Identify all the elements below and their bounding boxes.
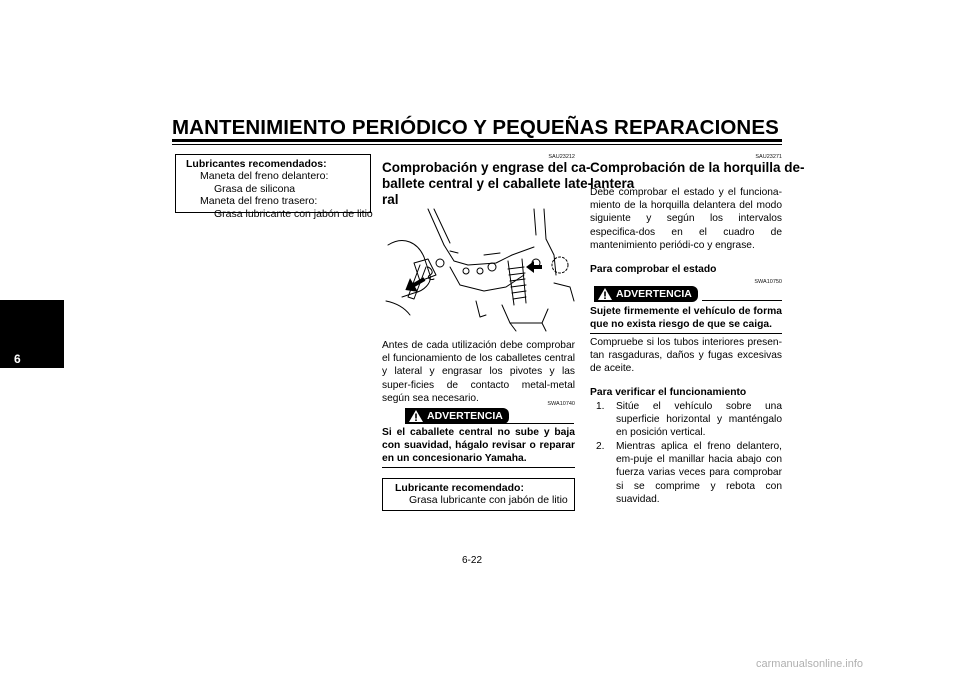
center-stand-illustration <box>384 205 578 337</box>
list-number: 1. <box>596 401 605 412</box>
lubricant-line: Grasa de silicona <box>214 182 296 195</box>
chapter-tab <box>0 300 64 368</box>
section-title-line: ral <box>382 191 399 207</box>
header-rule-thin <box>172 144 782 145</box>
watermark: carmanualsonline.info <box>756 658 864 670</box>
section-code: SAU23271 <box>755 154 782 160</box>
warning-end-rule <box>590 333 782 334</box>
warning-label: ADVERTENCIA <box>616 288 692 300</box>
section-code: SAU23212 <box>548 154 575 160</box>
list-item-text: Sitúe el vehículo sobre una superficie horizontal y manténgalo en posición vertical. <box>616 401 782 439</box>
warning-line <box>702 300 782 301</box>
warning-text: Sujete firmemente el vehículo de forma que no exista riesgo de que se caiga. <box>590 306 782 331</box>
section-title-stand <box>382 160 593 207</box>
warning-line <box>494 423 574 424</box>
page-title: MANTENIMIENTO PERIÓDICO Y PEQUEÑAS REPARACIONES <box>172 116 779 139</box>
warning-code: SWA10750 <box>754 279 782 285</box>
lubricants-box <box>175 154 373 220</box>
warning-label: ADVERTENCIA <box>427 410 503 422</box>
chapter-tab-label: 6 <box>14 352 21 366</box>
verify-heading: Para verificar el funcionamiento <box>590 387 747 398</box>
warning-icon <box>409 410 423 422</box>
lubricant-line: Maneta del freno trasero: <box>200 195 318 208</box>
section-title-line: Comprobación de la horquilla de- <box>590 160 805 175</box>
section-title-line: ballete central y el caballete late- <box>382 175 593 191</box>
warning-badge <box>594 286 698 302</box>
warning-text: Si el caballete central no sube y baja con suavidad, hágalo revisar o reparar en un concesionario Yamaha. <box>382 427 575 465</box>
warning-badge <box>405 408 509 424</box>
list-item-text: Mientras aplica el freno delantero, em-puje el manillar hacia abajo con fuerza varias veces para comprobar si se comprime y rebota con suavidad. <box>616 441 782 505</box>
list-number: 2. <box>596 441 605 452</box>
lubricant-box <box>382 478 575 511</box>
lubricants-box-title: Lubricantes recomendados: <box>186 158 327 170</box>
lubricant-line: Maneta del freno delantero: <box>200 170 329 183</box>
warning-end-rule <box>382 467 575 468</box>
section-title-line: Comprobación y engrase del ca- <box>382 160 591 175</box>
header-rule <box>172 139 782 142</box>
warning-code: SWA10740 <box>547 401 575 407</box>
lubricant-line: Grasa lubricante con jabón de litio <box>214 207 373 220</box>
warning-icon <box>598 288 612 300</box>
lubricant-box-title: Lubricante recomendado: <box>395 482 524 494</box>
list-item <box>596 440 782 506</box>
stand-body-text: Antes de cada utilización debe comprobar el funcionamiento de los caballetes central y lateral y engrasar los pivotes y las super-ficies de contacto metal-metal según sea necesario. <box>382 340 575 404</box>
check-text: Compruebe si los tubos interiores presen-tan rasgaduras, daños y fugas excesivas de aceite. <box>590 337 782 375</box>
list-item <box>596 400 782 440</box>
check-state-heading: Para comprobar el estado <box>590 264 717 275</box>
fork-body-text: Debe comprobar el estado y el funciona-miento de la horquilla delantera del modo siguiente y según los intervalos especifica-dos en el cuadro de mantenimiento periódi-co y engrase. <box>590 187 782 251</box>
page-number: 6-22 <box>462 555 483 566</box>
section-title-line: lantera <box>590 175 635 191</box>
lubricant-line: Grasa lubricante con jabón de litio <box>409 494 568 507</box>
